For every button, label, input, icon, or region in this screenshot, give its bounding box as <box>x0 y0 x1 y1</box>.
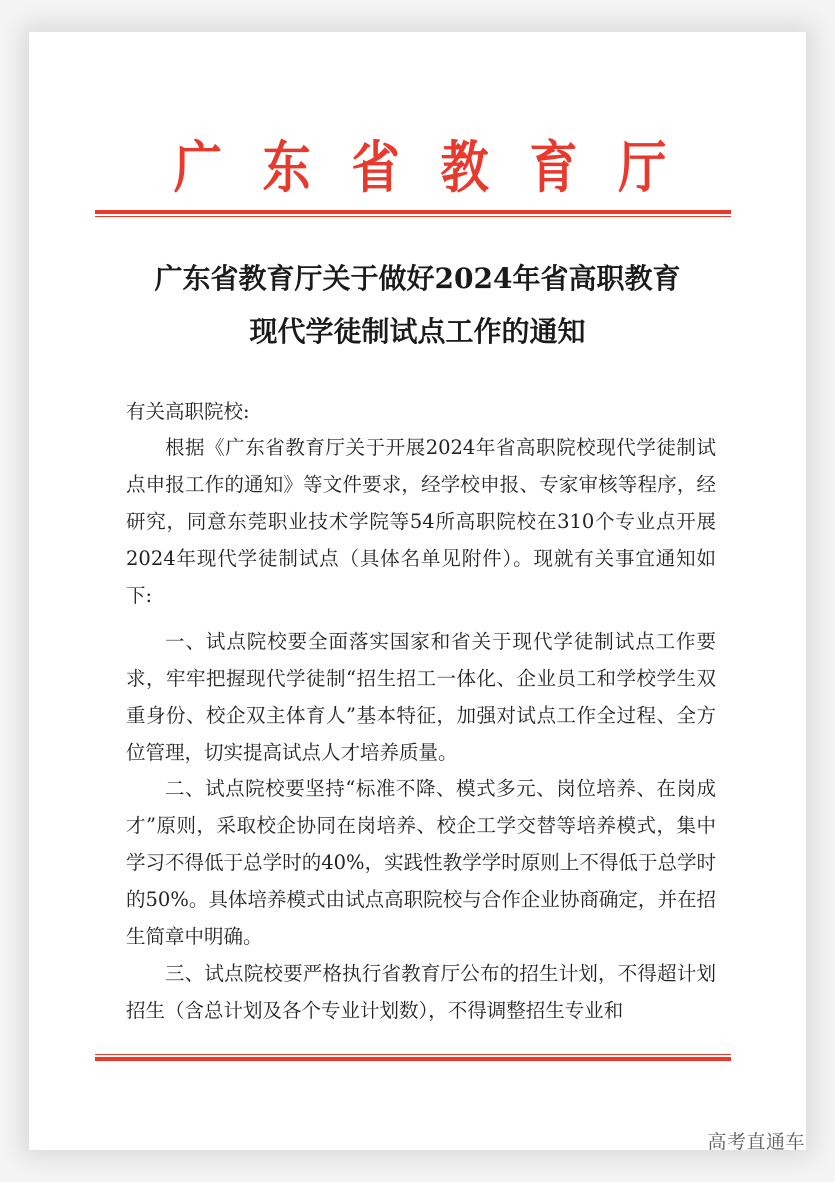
letterhead-char: 教 <box>440 135 489 201</box>
document-title-line-1: 广东省教育厅关于做好2024年省高职教育 <box>154 262 681 295</box>
paragraph-item-3: 三、试点院校要严格执行省教育厅公布的招生计划，不得超计划招生（含总计划及各个专业计划数），不得调整招生专业和 <box>126 962 716 1022</box>
document-title-line-2: 现代学徒制试点工作的通知 <box>249 315 586 348</box>
footer-divider-thin <box>95 1054 731 1055</box>
letterhead-divider-thin <box>95 216 731 217</box>
letterhead-title <box>58 128 776 208</box>
paragraph-item-2: 二、试点院校要坚持“标准不降、模式多元、岗位培养、在岗成才”原则，采取校企协同在岗培养、校企工学交替等培养模式，集中学习不得低于总学时的40%，实践性教学学时原则上不得低于总学时的50%。具体培养模式由试点高职院校与合作企业协商确定，并在招生简章中明确。 <box>126 777 716 948</box>
letterhead-char: 广 <box>173 135 222 201</box>
source-watermark: 高考直通车 <box>707 1131 805 1153</box>
letterhead-char: 省 <box>351 135 400 201</box>
letterhead-char: 育 <box>529 135 578 201</box>
letterhead-divider-thick <box>95 210 731 214</box>
letterhead-char: 厅 <box>618 135 667 201</box>
footer-divider-thick <box>95 1057 731 1061</box>
paragraph-intro: 根据《广东省教育厅关于开展2024年省高职院校现代学徒制试点申报工作的通知》等文件要求，经学校申报、专家审核等程序，经研究，同意东莞职业技术学院等54所高职院校在310个专业点开展2024年现代学徒制试点（具体名单见附件）。现就有关事宜通知如下: <box>126 436 716 607</box>
salutation: 有关高职院校: <box>126 400 250 423</box>
letterhead-char: 东 <box>262 135 311 201</box>
paragraph-item-1: 一、试点院校要全面落实国家和省关于现代学徒制试点工作要求，牢牢把握现代学徒制“招生招工一体化、企业员工和学校学生双重身份、校企双主体育人”基本特征，加强对试点工作全过程、全方位管理，切实提高试点人才培养质量。 <box>126 630 716 764</box>
